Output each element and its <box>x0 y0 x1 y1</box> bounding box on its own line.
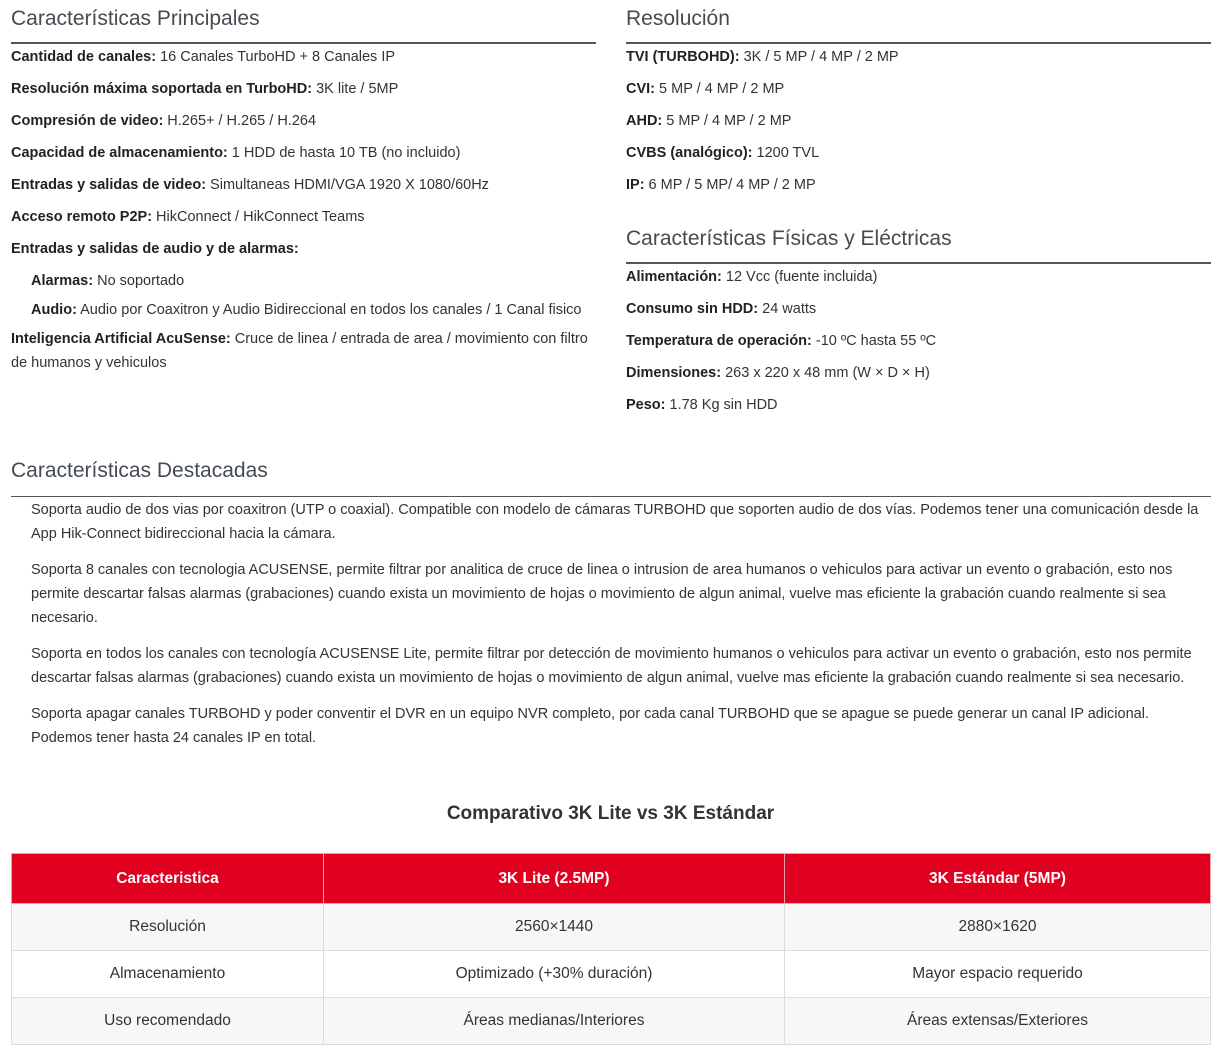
spec-value: 16 Canales TurboHD + 8 Canales IP <box>156 49 396 65</box>
spec-label: Alimentación: <box>626 269 722 285</box>
table-cell: Áreas extensas/Exteriores <box>785 998 1211 1045</box>
destacada-paragraph: Soporta apagar canales TURBOHD y poder conventir el DVR en un equipo NVR completo, por cada canal TURBOHD que se apague se puede generar un canal IP adicional. Podemos tener hasta 24 canales IP en total. <box>31 706 1149 746</box>
spec-label: Dimensiones: <box>626 365 722 381</box>
comparativo-table <box>11 853 1211 1045</box>
spec-value: 3K / 5 MP / 4 MP / 2 MP <box>739 49 899 65</box>
table-cell: Almacenamiento <box>12 951 324 998</box>
spec-item <box>626 141 1211 165</box>
destacada-paragraph: Soporta en todos los canales con tecnología ACUSENSE Lite, permite filtrar por detección de movimiento humanos o vehiculos para activar un evento o grabación, esto nos permite descartar falsas alarmas (grabaciones) cuando exista un movimiento de hojas o movimiento de algun animal, vuelve mas eficiente la grabación cuando realmente si sea necesario. <box>31 646 1192 686</box>
spec-label: TVI (TURBOHD): <box>626 49 740 65</box>
table-header-row <box>12 854 1211 904</box>
principales-section <box>11 0 596 375</box>
resolucion-list <box>626 45 1211 197</box>
spec-label: CVI: <box>626 81 655 97</box>
spec-label: Peso: <box>626 397 666 413</box>
spec-value: 5 MP / 4 MP / 2 MP <box>662 113 792 129</box>
spec-item <box>11 109 596 133</box>
spec-item <box>626 297 1211 321</box>
spec-value: Cruce de linea / entrada de area / movimiento con filtro de humanos y vehiculos <box>11 331 588 371</box>
table-cell: 2560×1440 <box>324 904 785 951</box>
spec-item <box>11 327 596 375</box>
spec-value: 1200 TVL <box>752 145 820 161</box>
resolucion-section <box>626 0 1211 417</box>
destacada-paragraph: Soporta 8 canales con tecnologia ACUSENSE, permite filtrar por analitica de cruce de linea o intrusion de area humanos o vehiculos para activar un evento o grabación, esto nos permite descartar falsas alarmas (grabaciones) cuando exista un movimiento de hojas o movimiento de algun animal, vuelve mas eficiente la grabación cuando realmente si sea necesario. <box>31 562 1173 626</box>
spec-item <box>626 393 1211 417</box>
spec-label: Audio: <box>31 302 77 318</box>
spec-value: No soportado <box>93 273 185 289</box>
table-row <box>12 998 1211 1045</box>
spec-value: -10 ºC hasta 55 ºC <box>811 333 937 349</box>
resolucion-title: Resolución <box>626 0 1211 44</box>
spec-label: Resolución máxima soportada en TurboHD: <box>11 81 313 97</box>
spec-item <box>626 361 1211 385</box>
spec-item <box>626 45 1211 69</box>
spec-item-audio <box>11 298 596 322</box>
spec-label: Entradas y salidas de video: <box>11 177 207 193</box>
spec-label: Temperatura de operación: <box>626 333 812 349</box>
spec-label: Alarmas: <box>31 273 94 289</box>
spec-label: Compresión de video: <box>11 113 164 129</box>
spec-item <box>11 173 596 197</box>
spec-label: Consumo sin HDD: <box>626 301 759 317</box>
table-cell: Optimizado (+30% duración) <box>324 951 785 998</box>
spec-item <box>11 205 596 229</box>
spec-value: H.265+ / H.265 / H.264 <box>163 113 317 129</box>
spec-value: 1.78 Kg sin HDD <box>665 397 778 413</box>
spec-item <box>11 237 596 261</box>
spec-label: Entradas y salidas de audio y de alarmas: <box>11 241 299 257</box>
table-cell: Áreas medianas/Interiores <box>324 998 785 1045</box>
spec-label: Cantidad de canales: <box>11 49 157 65</box>
spec-item <box>626 109 1211 133</box>
spec-value: Audio por Coaxitron y Audio Bidireccional en todos los canales / 1 Canal fisico <box>76 302 582 318</box>
spec-label: CVBS (analógico): <box>626 145 753 161</box>
spec-value: Simultaneas HDMI/VGA 1920 X 1080/60Hz <box>206 177 489 193</box>
destacadas-section <box>11 452 1211 750</box>
spec-item <box>626 265 1211 289</box>
fisicas-list <box>626 265 1211 417</box>
spec-value: 5 MP / 4 MP / 2 MP <box>655 81 785 97</box>
principales-list <box>11 45 596 375</box>
spec-value: 24 watts <box>758 301 817 317</box>
spec-label: AHD: <box>626 113 663 129</box>
table-header-cell: 3K Estándar (5MP) <box>785 854 1211 904</box>
table-cell: Uso recomendado <box>12 998 324 1045</box>
spec-item <box>626 173 1211 197</box>
destacada-paragraph: Soporta audio de dos vias por coaxitron (UTP o coaxial). Compatible con modelo de cámaras TURBOHD que soporten audio de dos vías. Podemos tener una comunicación desde la App Hik-Connect bidireccional hacia la cámara. <box>31 502 1199 542</box>
spec-item <box>11 141 596 165</box>
table-cell: 2880×1620 <box>785 904 1211 951</box>
spec-label: Inteligencia Artificial AcuSense: <box>11 331 231 347</box>
spec-value: 12 Vcc (fuente incluida) <box>721 269 878 285</box>
spec-label: IP: <box>626 177 645 193</box>
table-row <box>12 904 1211 951</box>
table-cell: Mayor espacio requerido <box>785 951 1211 998</box>
spec-value: 1 HDD de hasta 10 TB (no incluido) <box>227 145 461 161</box>
spec-value: 6 MP / 5 MP/ 4 MP / 2 MP <box>644 177 816 193</box>
principales-title: Características Principales <box>11 0 596 44</box>
table-header-cell: Caracteristica <box>12 854 324 904</box>
table-row <box>12 951 1211 998</box>
table-cell: Resolución <box>12 904 324 951</box>
destacadas-title: Características Destacadas <box>11 452 1211 497</box>
spec-item <box>11 77 596 101</box>
spec-value: HikConnect / HikConnect Teams <box>152 209 365 225</box>
spec-value: 3K lite / 5MP <box>312 81 399 97</box>
spec-item <box>626 77 1211 101</box>
spec-item <box>11 45 596 69</box>
table-header-cell: 3K Lite (2.5MP) <box>324 854 785 904</box>
spec-label: Capacidad de almacenamiento: <box>11 145 228 161</box>
spec-item <box>626 329 1211 353</box>
spec-value: 263 x 220 x 48 mm (W × D × H) <box>721 365 930 381</box>
spec-item-alarmas <box>11 269 596 293</box>
fisicas-title: Características Físicas y Eléctricas <box>626 220 1211 264</box>
comparativo-title: Comparativo 3K Lite vs 3K Estándar <box>446 803 775 824</box>
spec-label: Acceso remoto P2P: <box>11 209 153 225</box>
